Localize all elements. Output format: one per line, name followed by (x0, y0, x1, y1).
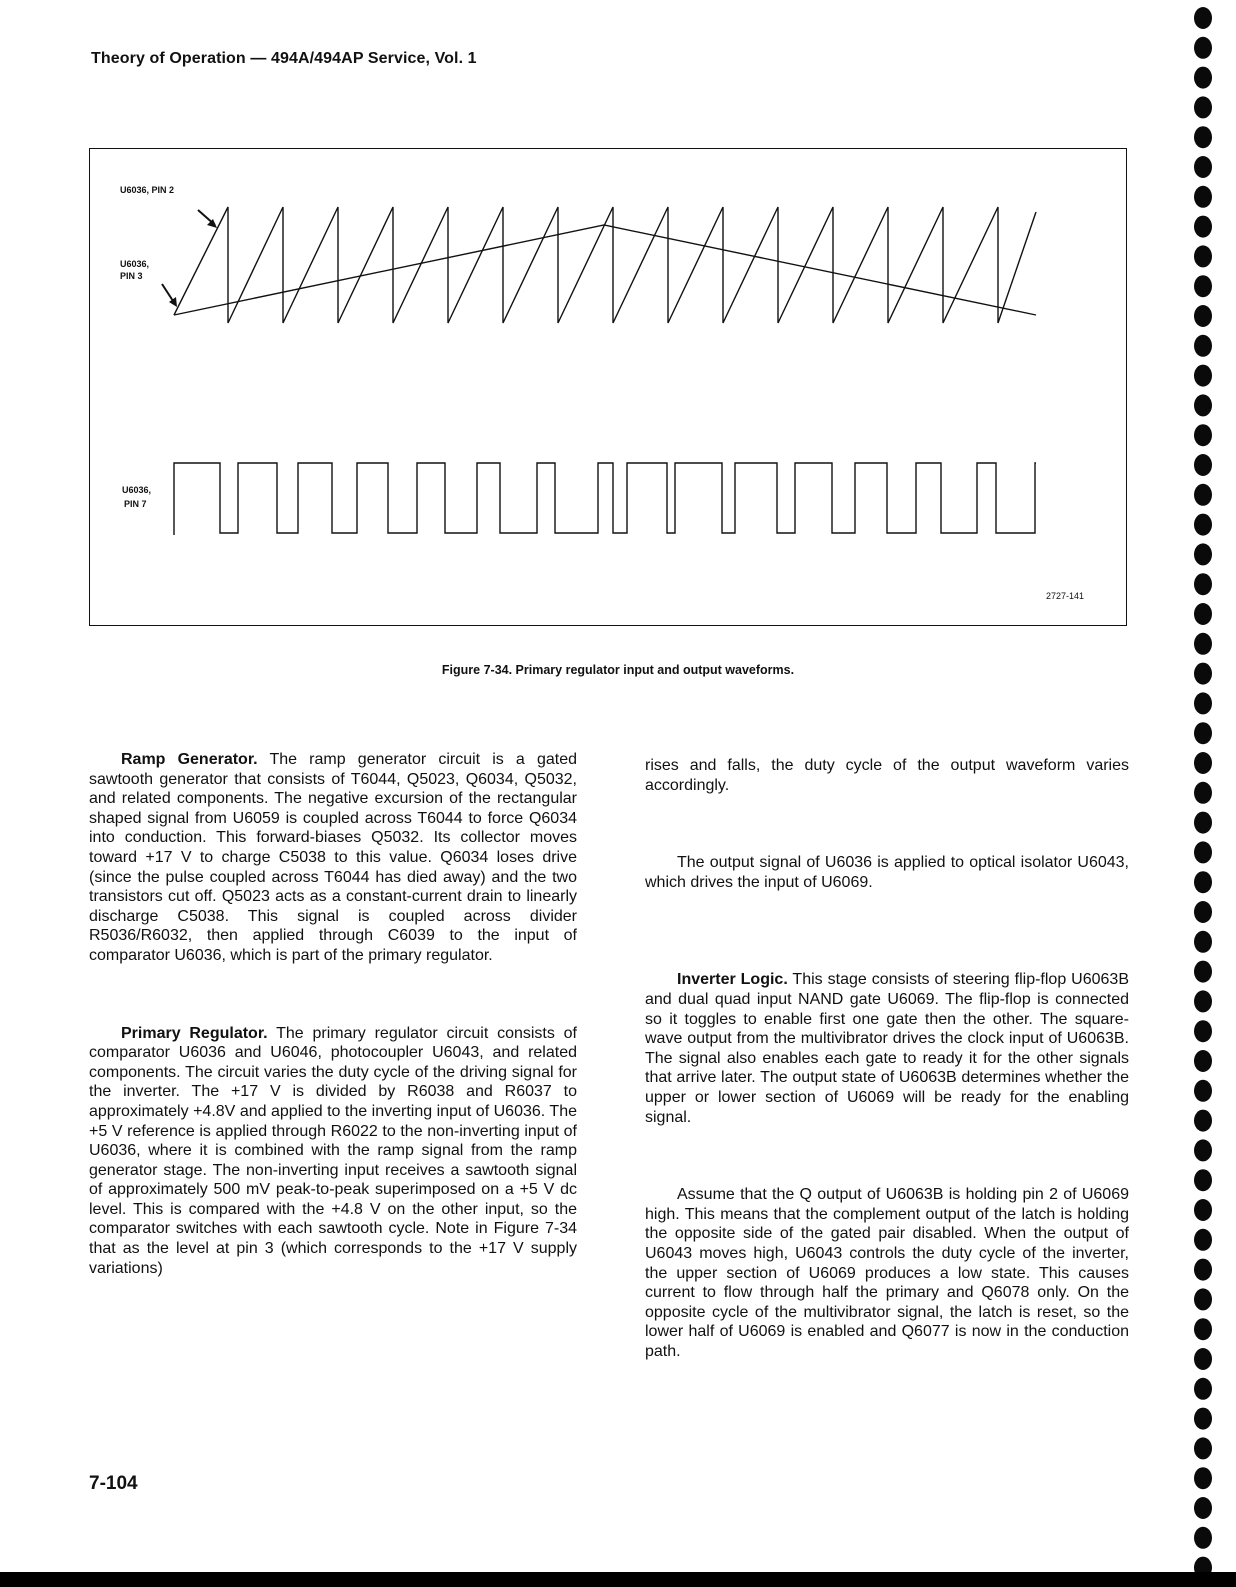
paragraph-ramp-generator (89, 750, 577, 966)
binder-hole (1194, 692, 1212, 714)
right-column (645, 756, 1129, 1419)
heading-primary-regulator: Primary Regulator. (121, 1024, 268, 1042)
label-u6036-pin7-line2: PIN 7 (124, 499, 147, 509)
binder-hole (1194, 305, 1212, 327)
binder-hole (1194, 1288, 1212, 1310)
binder-hole (1194, 216, 1212, 238)
binder-hole (1194, 543, 1212, 565)
binder-hole (1194, 1437, 1212, 1459)
left-column (89, 750, 577, 1336)
binder-hole (1194, 1199, 1212, 1221)
waveform-figure (89, 148, 1127, 626)
figure-caption: Figure 7-34. Primary regulator input and output waveforms. (441, 663, 795, 677)
paragraph-q-output: Assume that the Q output of U6063B is holding pin 2 of U6069 high. This means that the complement output of the latch is holding the opposite side of the gated pair disabled. When the output of U6043 moves high, U6043 controls the duty cycle of the inverter, the upper section of U6069 produces a low state. This causes current to flow through half the primary and Q6078 only. On the opposite cycle of the multivibrator signal, the latch is reset, so the lower half of U6069 is enabled and Q6077 is now in the conduction path. (645, 1186, 1129, 1360)
binder-hole (1194, 573, 1212, 595)
label-u6036-pin2: U6036, PIN 2 (120, 185, 175, 195)
binder-hole (1194, 484, 1212, 506)
binder-hole (1194, 7, 1212, 29)
binder-hole (1194, 1110, 1212, 1132)
binder-hole (1194, 1497, 1212, 1519)
figure-id: 2727-141 (1046, 591, 1085, 601)
binder-hole (1194, 37, 1212, 59)
square-waveform-pin7 (174, 463, 1036, 535)
binder-hole (1194, 394, 1212, 416)
binder-hole (1194, 1348, 1212, 1370)
paragraph-primary-regulator (89, 1024, 577, 1279)
waveform-diagram (90, 149, 1128, 627)
binder-hole (1194, 1169, 1212, 1191)
heading-ramp-generator: Ramp Generator. (121, 751, 258, 768)
page-number: 7-104 (89, 1473, 138, 1494)
binder-hole (1194, 722, 1212, 744)
text-inverter-logic: This stage consists of steering flip-flop U6063B and dual quad input NAND gate U6069. The flip-flop is connected so it toggles to enable first one gate then the other. The square-wave output from the multivibrator drives the clock input of U6063B. The signal also enables each gate to ready it for the other signals that arrive later. The output state of U6063B determines whether the upper or lower section of U6069 will be ready for the enabling signal. (645, 971, 1130, 1126)
binder-hole (1194, 424, 1212, 446)
binder-hole (1194, 1139, 1212, 1161)
binder-hole (1194, 663, 1212, 685)
binder-hole (1194, 96, 1212, 118)
paragraph-continuation: rises and falls, the duty cycle of the output waveform varies accordingly. (645, 757, 1129, 794)
binder-hole (1194, 990, 1212, 1012)
binder-hole (1194, 812, 1212, 834)
binder-hole (1194, 1259, 1212, 1281)
binder-hole (1194, 1229, 1212, 1251)
binder-hole (1194, 454, 1212, 476)
binder-hole (1194, 901, 1212, 923)
binder-hole (1194, 1050, 1212, 1072)
binder-hole (1194, 633, 1212, 655)
binder-hole (1194, 514, 1212, 536)
binder-hole (1194, 67, 1212, 89)
binder-hole (1194, 335, 1212, 357)
ramp-waveform-pin3 (174, 225, 1036, 315)
binder-hole (1194, 126, 1212, 148)
paragraph-optical-isolator: The output signal of U6036 is applied to optical isolator U6043, which drives the input of U6069. (645, 854, 1129, 891)
binder-hole (1194, 1080, 1212, 1102)
binder-hole (1194, 1378, 1212, 1400)
binder-hole (1194, 752, 1212, 774)
label-u6036-pin3-line2: PIN 3 (120, 271, 143, 281)
binder-hole (1194, 1318, 1212, 1340)
pin3-arrowhead (169, 297, 177, 307)
binder-hole (1194, 365, 1212, 387)
binder-hole (1194, 871, 1212, 893)
binder-hole (1194, 1467, 1212, 1489)
binder-hole (1194, 931, 1212, 953)
binder-hole (1194, 186, 1212, 208)
binder-hole (1194, 275, 1212, 297)
page-header: Theory of Operation — 494A/494AP Service, Vol. 1 (91, 50, 477, 67)
scan-bottom-edge (0, 1572, 1236, 1587)
binder-hole (1194, 603, 1212, 625)
text-ramp-generator: The ramp generator circuit is a gated sawtooth generator that consists of T6044, Q5023, Q6034, Q5032, and related components. The negative excursion of the rectangular shaped signal from U6059 is coupled across T6044 to force Q6034 into conduction. This forward-biases Q5032. Its collector moves toward +17 V to charge C5038 to this value. Q6034 loses drive (since the pulse coupled across T6044 has died away) and the two transistors cut off. Q5023 acts as a constant-current drain to linearly discharge C5038. This signal is coupled across divider R5036/R6032, then applied through C6039 to the input of comparator U6036, which is part of the primary regulator. (89, 751, 577, 964)
label-u6036-pin7-line1: U6036, (122, 485, 152, 495)
label-u6036-pin3-line1: U6036, (120, 259, 150, 269)
binder-hole (1194, 841, 1212, 863)
binder-hole (1194, 156, 1212, 178)
binder-hole (1194, 1527, 1212, 1549)
binder-hole (1194, 1408, 1212, 1430)
binder-holes (1187, 0, 1227, 1587)
binder-hole (1194, 782, 1212, 804)
binder-hole (1194, 1020, 1212, 1042)
paragraph-inverter-logic (645, 970, 1129, 1127)
sawtooth-waveform-pin2 (174, 207, 1036, 323)
text-primary-regulator: The primary regulator circuit consists of comparator U6036 and U6046, photocoupler U6043, and related components. The circuit varies the duty cycle of the driving signal for the inverter. The +17 V is divided by R6038 and R6037 to approximately +4.8V and applied to the inverting input of U6036. The +5 V reference is applied through R6022 to the non-inverting input of U6036, where it is combined with the ramp signal from the ramp generator stage. The non-inverting input receives a sawtooth signal of approximately 500 mV peak-to-peak superimposed on a +5 V dc level. This is compared with the +4.8 V on the other input, so the comparator switches with each sawtooth cycle. Note in Figure 7-34 that as the level at pin 3 (which corresponds to the +17 V supply variations) (89, 1024, 578, 1277)
binder-hole (1194, 245, 1212, 267)
binder-hole (1194, 961, 1212, 983)
heading-inverter-logic: Inverter Logic. (677, 971, 788, 989)
